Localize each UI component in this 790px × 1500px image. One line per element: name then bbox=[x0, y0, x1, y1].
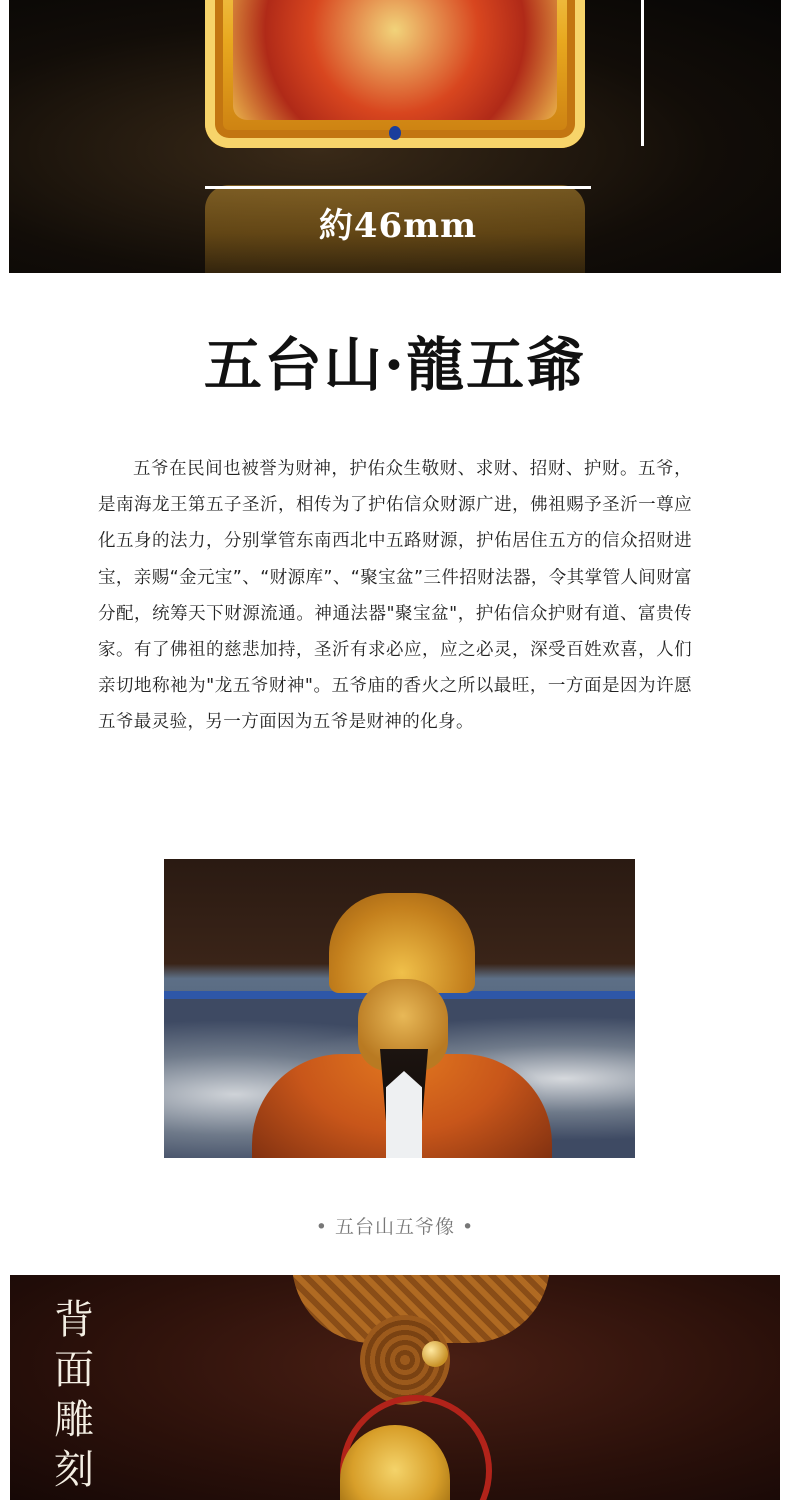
statue-photo bbox=[164, 859, 635, 1158]
back-carving-photo bbox=[10, 1275, 780, 1500]
size-label: 約46mm bbox=[318, 206, 478, 246]
statue-crown bbox=[329, 893, 475, 993]
vertical-label-char: 雕 bbox=[54, 1397, 94, 1443]
measure-line-horizontal bbox=[205, 186, 591, 189]
amulet-relief bbox=[233, 0, 557, 120]
measure-line-vertical bbox=[641, 0, 644, 146]
gold-bead bbox=[422, 1341, 448, 1367]
product-photo-top bbox=[9, 0, 781, 273]
photo-caption: • 五台山五爷像 • bbox=[315, 1216, 475, 1238]
gold-amulet bbox=[205, 0, 585, 148]
vertical-label-char: 刻 bbox=[54, 1447, 94, 1493]
vertical-label bbox=[44, 1295, 104, 1495]
page-title: 五台山·龍五爺 bbox=[203, 331, 587, 399]
statue-tablet bbox=[386, 1071, 422, 1158]
description-text bbox=[98, 451, 692, 741]
vertical-label-char: 面 bbox=[54, 1347, 94, 1393]
blue-gem bbox=[389, 126, 401, 140]
vertical-label-char: 背 bbox=[54, 1297, 94, 1343]
description-paragraph: 五爷在民间也被誉为财神，护佑众生敬财、求财、招财、护财。五爷，是南海龙王第五子圣沂，相传为了护佑信众财源广进，佛祖赐予圣沂一尊应化五身的法力，分别掌管东南西北中五路财源，护佑居住五方的信众招财进宝，亲赐“金元宝”、“财源库”、“聚宝盆”三件招财法器，令其掌管人间财富分配，统筹天下财源流通。神通法器"聚宝盆"，护佑信众护财有道、富贵传家。有了佛祖的慈悲加持，圣沂有求必应，应之必灵，深受百姓欢喜，人们亲切地称祂为"龙五爷财神"。五爷庙的香火之所以最旺，一方面是因为许愿五爷最灵验，另一方面因为五爷是财神的化身。 bbox=[98, 459, 692, 733]
